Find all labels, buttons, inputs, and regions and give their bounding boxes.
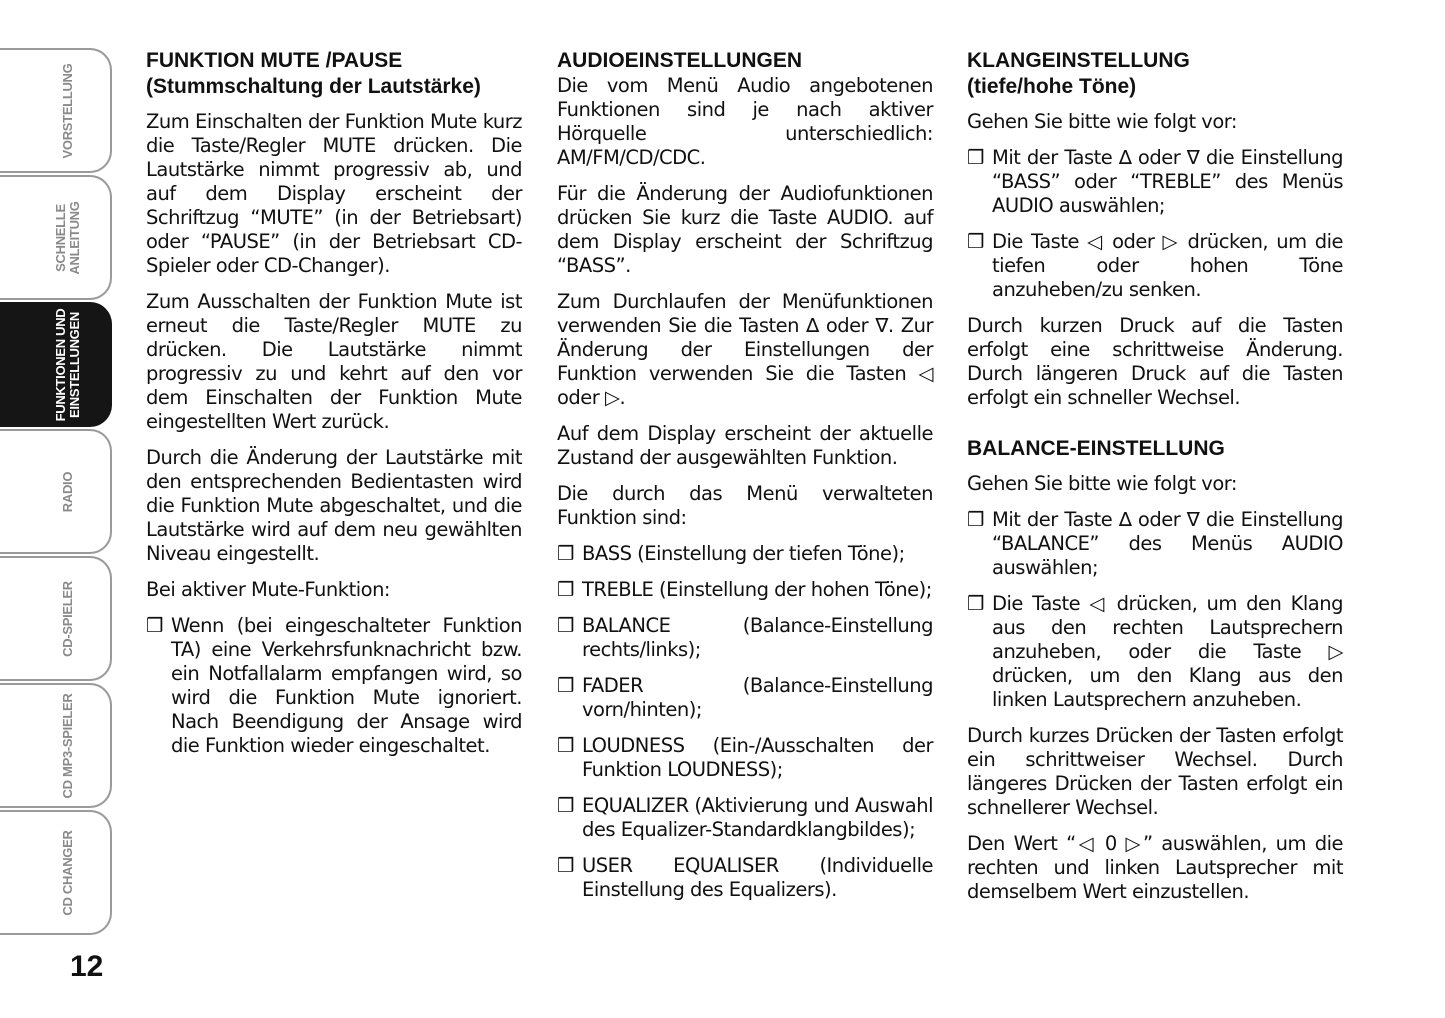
checkbox-bullet-icon: ❒ xyxy=(557,794,574,817)
section-heading: (Stummschaltung der Lautstärke) xyxy=(146,75,481,98)
chapter-tab[interactable] xyxy=(0,302,112,427)
checkbox-bullet-icon: ❒ xyxy=(557,542,574,565)
checkbox-bullet-icon: ❒ xyxy=(967,146,984,169)
paragraph: Die vom Menü Audio angebotenen Funktionen sind je nach aktiver Hörquelle unterschiedlich: AM/FM/CD/CDC. xyxy=(557,74,933,169)
section-heading: FUNKTION MUTE /PAUSE xyxy=(146,49,403,72)
chapter-tab-label: SCHNELLE ANLEITUNG xyxy=(53,200,82,275)
section-heading: AUDIOEINSTELLUNGEN xyxy=(557,49,803,72)
checkbox-bullet-icon: ❒ xyxy=(967,230,984,253)
checkbox-bullet-icon: ❒ xyxy=(557,734,574,757)
bullet-text: USER EQUALISER (Individuelle Einstellung des Equalizers). xyxy=(582,854,933,901)
bullet-item xyxy=(967,146,1343,218)
paragraph: Die durch das Menü verwalteten Funktion sind: xyxy=(557,482,933,529)
chapter-tab-label: CD MP3-SPIELER xyxy=(60,693,75,798)
chapter-tab[interactable] xyxy=(0,683,112,808)
bullet-text: Die Taste ◁ oder ▷ drücken, um die tiefen oder hohen Töne anzuheben/zu senken. xyxy=(992,230,1343,301)
bullet-item xyxy=(557,794,933,842)
chapter-tab[interactable] xyxy=(0,175,112,300)
paragraph: Zum Ausschalten der Funktion Mute ist erneut die Taste/Regler MUTE zu drücken. Die Lautstärke nimmt progressiv zu und kehrt auf den vor dem Einschalten der Funktion Mute eingestellten Wert zurück. xyxy=(146,290,522,433)
paragraph: Auf dem Display erscheint der aktuelle Zustand der ausgewählten Funktion. xyxy=(557,422,933,469)
checkbox-bullet-icon: ❒ xyxy=(557,674,574,697)
chapter-tab-label: FUNKTIONEN UND EINSTELLUNGEN xyxy=(53,308,82,421)
section-heading: (tiefe/hohe Töne) xyxy=(967,75,1137,98)
paragraph: Zum Einschalten der Funktion Mute kurz die Taste/Regler MUTE drücken. Die Lautstärke nimmt progressiv ab, und auf dem Display erscheint der Schriftzug “MUTE” (in der Betriebsart) oder “PAUSE” (in der Betriebsart CD-Spieler oder CD-Changer). xyxy=(146,110,522,277)
bullet-item xyxy=(557,614,933,662)
chapter-tab[interactable] xyxy=(0,48,112,173)
checkbox-bullet-icon: ❒ xyxy=(557,854,574,877)
paragraph: Gehen Sie bitte wie folgt vor: xyxy=(967,472,1238,495)
bullet-text: BASS (Einstellung der tiefen Töne); xyxy=(582,542,905,565)
section-heading: KLANGEINSTELLUNG xyxy=(967,49,1190,72)
bullet-text: BALANCE (Balance-Einstellung rechts/links); xyxy=(582,614,933,661)
bullet-text: Die Taste ◁ drücken, um den Klang aus den rechten Lautsprechern anzuheben, oder die Taste ▷ drücken, um den Klang aus den linken Lautsprechern anzuheben. xyxy=(992,592,1343,711)
paragraph: Durch kurzen Druck auf die Tasten erfolgt eine schrittweise Änderung. Durch längeren Druck auf die Tasten erfolgt ein schneller Wechsel. xyxy=(967,314,1343,409)
bullet-text: LOUDNESS (Ein-/Ausschalten der Funktion LOUDNESS); xyxy=(582,734,933,781)
bullet-item xyxy=(557,542,933,566)
paragraph: Für die Änderung der Audiofunktionen drücken Sie kurz die Taste AUDIO. auf dem Display erscheint der Schriftzug “BASS”. xyxy=(557,182,933,277)
bullet-item xyxy=(967,508,1343,580)
paragraph: Bei aktiver Mute-Funktion: xyxy=(146,578,390,601)
bullet-text: Wenn (bei eingeschalteter Funktion TA) eine Verkehrsfunknachricht bzw. ein Notfallalarm empfangen wird, so wird die Funktion Mute ignoriert. Nach Beendigung der Ansage wird die Funktion wieder eingeschaltet. xyxy=(171,614,522,757)
paragraph: Durch kurzes Drücken der Tasten erfolgt ein schrittweiser Wechsel. Durch längeres Drücken der Tasten erfolgt ein schnellerer Wechsel. xyxy=(967,724,1343,819)
section-heading: BALANCE-EINSTELLUNG xyxy=(967,437,1225,460)
checkbox-bullet-icon: ❒ xyxy=(967,508,984,531)
chapter-tab-label: CD CHANGER xyxy=(60,829,75,916)
bullet-item xyxy=(557,674,933,722)
column-2 xyxy=(557,48,933,914)
checkbox-bullet-icon: ❒ xyxy=(146,614,163,637)
paragraph: Zum Durchlaufen der Menüfunktionen verwenden Sie die Tasten ∆ oder ∇. Zur Änderung der Einstellungen der Funktion verwenden Sie die Tasten ◁ oder ▷. xyxy=(557,290,933,409)
paragraph: Durch die Änderung der Lautstärke mit den entsprechenden Bedientasten wird die Funktion Mute abgeschaltet, und die Lautstärke wird auf dem neu gewählten Niveau eingestellt. xyxy=(146,446,522,565)
chapter-tab-label: RADIO xyxy=(60,471,75,512)
bullet-text: FADER (Balance-Einstellung vorn/hinten); xyxy=(582,674,933,721)
checkbox-bullet-icon: ❒ xyxy=(557,578,574,601)
chapter-tab-label: CD-SPIELER xyxy=(60,580,75,657)
bullet-text: Mit der Taste ∆ oder ∇ die Einstellung “BALANCE” des Menüs AUDIO auswählen; xyxy=(992,508,1343,579)
paragraph: Den Wert “◁ 0 ▷” auswählen, um die rechten und linken Lautsprecher mit demselbem Wert einzustellen. xyxy=(967,832,1343,903)
chapter-tab[interactable] xyxy=(0,810,112,935)
chapter-tab[interactable] xyxy=(0,429,112,554)
bullet-item xyxy=(557,734,933,782)
bullet-item xyxy=(146,614,522,758)
bullet-item xyxy=(557,854,933,902)
column-3 xyxy=(967,48,1343,916)
bullet-text: EQUALIZER (Aktivierung und Auswahl des Equalizer-Standardklangbildes); xyxy=(582,794,933,841)
bullet-text: TREBLE (Einstellung der hohen Töne); xyxy=(582,578,932,601)
paragraph: Gehen Sie bitte wie folgt vor: xyxy=(967,110,1238,133)
column-1 xyxy=(146,48,522,770)
bullet-text: Mit der Taste ∆ oder ∇ die Einstellung “BASS” oder “TREBLE” des Menüs AUDIO auswählen; xyxy=(992,146,1343,217)
checkbox-bullet-icon: ❒ xyxy=(557,614,574,637)
checkbox-bullet-icon: ❒ xyxy=(967,592,984,615)
chapter-tab-label: VORSTELLUNG xyxy=(60,63,75,158)
page-number: 12 xyxy=(70,950,104,983)
bullet-item xyxy=(967,230,1343,302)
bullet-item xyxy=(967,592,1343,712)
bullet-item xyxy=(557,578,933,602)
chapter-tabs xyxy=(0,48,112,937)
chapter-tab[interactable] xyxy=(0,556,112,681)
